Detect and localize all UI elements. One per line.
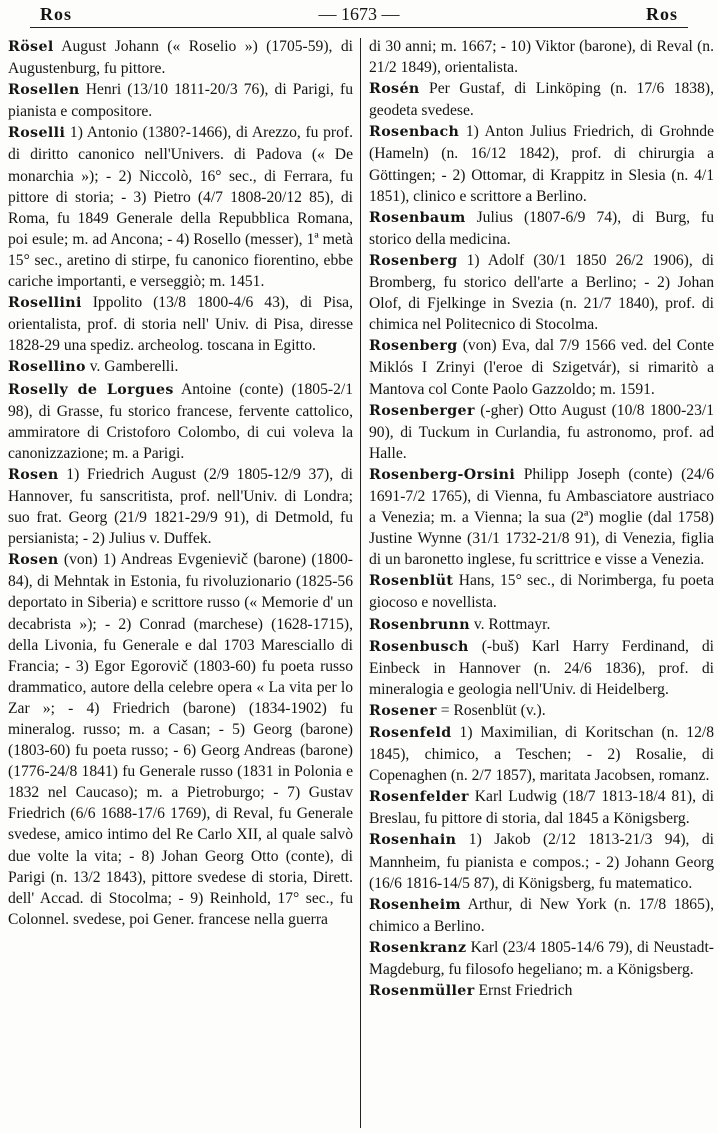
entry-text: di 30 anni; m. 1667; - 10) Viktor (barone), di Reval (n. 21/2 1849), orientalista. (369, 38, 714, 77)
dictionary-entry (8, 464, 353, 549)
entry-text: 1) Maximilian, di Koritschan (n. 12/8 1845), chimico, a Teschen; - 2) Rosalie, di Copenaghen (n. 2/7 1857), maritata Jacobsen, romanz. (369, 724, 714, 785)
entry-text: Karl (23/4 1805-14/6 79), di Neustadt-Magdeburg, fu filosofo hegeliano; m. a Königsberg. (369, 938, 714, 979)
dictionary-entry (369, 700, 714, 722)
dictionary-entry (369, 250, 714, 335)
dictionary-entry (369, 614, 714, 636)
entry-text: (von) 1) Andreas Evgenievič (barone) (1800-84), di Mehntak in Estonia, fu rivoluzionario (1825-56 deportato in Siberia) e scrittore russo (« Memorie d' un decabrista »); - 2) Conrad (marchese) (1628-1715), della Livonia, fu Generale e dal 1703 Maresciallo di Francia; - 3) Egor Egorovič (1803-60) fu poeta russo drammatico, autore della celebre opera « La vita per lo Zar »; - 4) Friedrich (barone) (1834-1902) fu mineralog. russo; m. a Casan; - 5) Georg (barone) (1803-60) fu poeta russo; - 6) Georg Andreas (barone) (1776-24/8 1841) fu Generale russo (1831 in Polonia e 1832 nel Caucaso); m. a Pietroburgo; - 7) Gustav Friedrich (6/6 1688-17/6 1769), di Reval, fu Generale svedese, amico intimo del Re Carlo XII, al quale salvò due volte la vita; - 8) Johan Georg Otto (conte), di Parigi (n. 13/2 1843), pittore svedese di storia, Dirett. dell' Accad. di Stocolma; - 9) Reinhold, 17° sec., fu Colonnel. svedese, poi Gener. francese nella guerra (8, 551, 353, 928)
entry-text: Antoine (conte) (1805-2/1 98), di Grasse, fu storico francese, fervente cattolico, ammiratore di Cristoforo Colombo, di cui voleva la canonizzazione; m. a Parigi. (8, 380, 353, 462)
right-column (369, 36, 714, 1002)
entry-text: 1) Adolf (30/1 1850 26/2 1906), di Bromberg, fu storico dell'arte a Berlino; - 2) Johan Olof, di Fjelkinge in Svezia (n. 21/7 1840), prof. di chimica nel Politecnico di Stocolma. (369, 251, 714, 334)
dictionary-entry (369, 570, 714, 613)
entry-headword: Rosenheim (369, 896, 461, 913)
entry-headword: Rosellen (8, 82, 80, 99)
entry-headword: Rosellini (8, 295, 82, 312)
dictionary-entry (369, 121, 714, 206)
dictionary-entry (369, 980, 714, 1002)
entry-headword: Rosenberg (369, 338, 458, 355)
dictionary-entry (369, 464, 714, 570)
entry-text: Karl Ludwig (18/7 1813-18/4 81), di Breslau, fu pittore di storia, dal 1845 a Königsberg. (369, 788, 714, 828)
entry-headword: Rosenbach (369, 124, 460, 141)
entry-text: August Johann (« Roselio ») (1705-59), di Augustenburg, fu pittore. (8, 38, 353, 78)
dictionary-entry (8, 356, 353, 378)
entry-headword: Rosellino (8, 359, 86, 376)
dictionary-entry (369, 78, 714, 121)
dictionary-entry (8, 549, 353, 930)
entry-text: Philipp Joseph (conte) (24/6 1691-7/2 1765), di Vienna, fu Ambasciatore austriaco a Venezia; m. a Vienna; la sua (2ª) moglie (dal 1758) Justine Wynne (31/1 1732-21/8 91), di Venezia, figlia di un baronetto inglese, fu scrittrice e visse a Venezia. (369, 465, 714, 569)
column-divider (360, 38, 361, 1128)
entry-headword: Rosen (8, 466, 59, 483)
entry-headword: Rosenfelder (369, 789, 469, 806)
entry-text: = Rosenblüt (v.). (436, 701, 546, 719)
left-column (8, 36, 353, 930)
header-right-keyword: Ros (645, 4, 678, 24)
entry-text: Henri (13/10 1811-20/3 76), di Parigi, fu pianista e compositore. (8, 81, 353, 121)
entry-headword: Rosenberg-Orsini (369, 466, 516, 483)
dictionary-entry (369, 36, 714, 78)
entry-text: Per Gustaf, di Linköping (n. 17/6 1838), geodeta svedese. (369, 80, 714, 120)
entry-headword: Rosenberg (369, 252, 458, 269)
dictionary-entry (8, 122, 353, 292)
entry-text: v. Gamberelli. (85, 358, 179, 376)
dictionary-entry (369, 636, 714, 700)
entry-text: (von) Eva, dal 7/9 1566 ved. del Conte Miklós I Zrinyi (l'eroe di Szigetvár), si rimaritò a Mantova col Conte Paolo Gazzoldo; m. 1591. (369, 337, 714, 398)
entry-text: v. Rottmayr. (469, 615, 551, 633)
entry-headword: Rosen (8, 552, 59, 569)
entry-text: Ippolito (13/8 1800-4/6 43), di Pisa, orientalista, prof. di storia nell' Univ. di Pisa, diresse 1828-29 una spediz. archeolog. toscana in Egitto. (8, 294, 353, 355)
entry-headword: Rosenblüt (369, 573, 454, 590)
entry-text: Hans, 15° sec., di Norimberga, fu poeta giocoso e novellista. (369, 572, 714, 612)
dictionary-entry (369, 335, 714, 399)
dictionary-entry (369, 400, 714, 464)
dictionary-entry (8, 36, 353, 79)
entry-headword: Rosenbaum (369, 209, 466, 226)
entry-headword: Rosenhain (369, 832, 457, 849)
entry-headword: Rosener (369, 702, 437, 719)
entry-text: Arthur, di New York (n. 17/8 1865), chimico a Berlino. (369, 895, 714, 935)
dictionary-entry (8, 292, 353, 356)
dictionary-entry (369, 207, 714, 250)
entry-headword: Rosenkranz (369, 939, 467, 956)
entry-text: 1) Antonio (1380?-1466), di Arezzo, fu prof. di diritto canonico nell'Univers. di Padova (« De monarchia »); - 2) Niccolò, 16° sec., di Ferrara, fu pittore di storia; - 3) Pietro (4/7 1808-20/12 85), di Roma, fu 1849 Generale della Repubblica Romana, poi esule; m. ad Ancona; - 4) Rosello (messer), 1ª metà 15° sec., aretino di stirpe, fu canonico fiorentino, ebbe cariche importanti, e verseggiò; m. 1451. (8, 124, 353, 291)
entry-headword: Rosenberger (369, 402, 475, 419)
dictionary-entry (369, 894, 714, 937)
entry-text: (-buš) Karl Harry Ferdinand, di Einbeck in Hannover (n. 24/6 1836), prof. di mineralogia e geologia nell'Univ. di Heidelberg. (369, 637, 714, 698)
entry-headword: Rosenbusch (369, 638, 469, 655)
entry-headword: Rosenbrunn (369, 616, 470, 633)
entry-text: 1) Anton Julius Friedrich, di Grohnde (Hameln) (n. 16/12 1842), prof. di chirurgia a Göttingen; - 2) Ottomar, di Krappitz in Slesia (n. 4/1 1851), clinico e scrittore a Berlino. (369, 123, 714, 205)
entry-headword: Rosenmüller (369, 983, 475, 1000)
entry-headword: Rosenfeld (369, 725, 452, 741)
dictionary-entry (8, 379, 353, 464)
entry-headword: Roselli (8, 125, 66, 142)
page-header (8, 2, 710, 28)
dictionary-entry (369, 829, 714, 893)
entry-text: 1) Friedrich August (2/9 1805-12/9 37), di Hannover, fu sanscritista, prof. nell'Univ. di Londra; suo frat. Georg (21/9 1821-29/9 91), di Detmold, fu persianista; - 2) Julius v. Duffek. (8, 465, 353, 548)
entry-text: Ernst Friedrich (474, 982, 573, 1000)
entry-text: Julius (1807-6/9 74), di Burg, fu storico della medicina. (369, 208, 714, 248)
header-left-keyword: Ros (40, 4, 73, 24)
page-number: — 1673 — (318, 4, 400, 24)
dictionary-entry (369, 937, 714, 980)
header-divider (30, 27, 688, 28)
entry-headword: Rösel (8, 39, 54, 55)
entry-text: 1) Jakob (2/12 1813-21/3 94), di Mannheim, fu pianista e compos.; - 2) Johann Georg (16/6 1816-14/5 87), di Königsberg, fu matematico. (369, 831, 714, 892)
entry-headword: Roselly de Lorgues (8, 381, 174, 398)
dictionary-entry (369, 786, 714, 829)
dictionary-entry (369, 722, 714, 786)
entry-text: (-gher) Otto August (10/8 1800-23/1 90), di Tuckum in Curlandia, fu astronomo, prof. ad Halle. (369, 401, 714, 462)
dictionary-entry (8, 79, 353, 122)
entry-headword: Rosén (369, 81, 420, 98)
